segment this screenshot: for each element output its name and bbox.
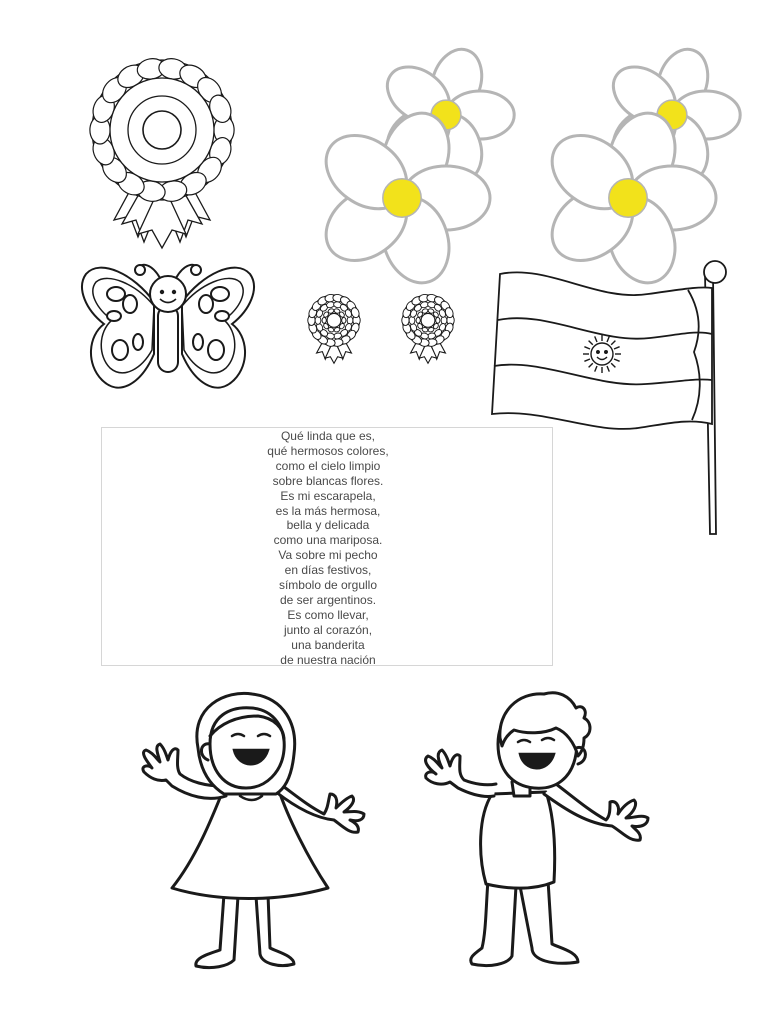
poem-line: Es como llevar, — [287, 607, 369, 622]
girl-icon — [128, 688, 372, 978]
poem-line: símbolo de orgullo — [278, 578, 378, 593]
rosette-icon — [303, 292, 365, 364]
rosette-icon — [397, 292, 459, 364]
butterfly-icon — [78, 254, 258, 404]
poem-text — [102, 428, 554, 668]
rosette-icon — [78, 52, 246, 250]
poem-line: Es mi escarapela, — [280, 488, 376, 503]
butterfly — [78, 254, 258, 404]
boy-figure — [416, 686, 660, 978]
poem-line: junto al corazón, — [283, 622, 373, 637]
poem-line: de ser argentinos. — [279, 592, 377, 607]
daisy-icon — [310, 50, 514, 276]
poem-line: como una mariposa. — [273, 533, 383, 548]
poem-line: qué hermosos colores, — [267, 443, 389, 458]
poem-line: Qué linda que es, — [280, 429, 376, 443]
poem-box — [101, 427, 553, 666]
flowers-left — [310, 50, 514, 276]
poem-line: de nuestra nación — [280, 652, 376, 667]
poem-line: Va sobre mi pecho — [278, 548, 378, 563]
daisy-icon — [536, 50, 740, 276]
poem-line: una banderita — [291, 637, 365, 652]
poem-line: sobre blancas flores. — [272, 473, 384, 488]
poem-line: como el cielo limpio — [275, 458, 381, 473]
poem-line: en días festivos, — [284, 563, 372, 578]
rosette-large — [78, 52, 246, 250]
flowers-right — [536, 50, 740, 276]
rosette-small-1 — [303, 292, 365, 364]
girl-figure — [128, 688, 372, 978]
rosette-small-2 — [397, 292, 459, 364]
poem-line: es la más hermosa, — [275, 503, 381, 518]
boy-icon — [416, 686, 660, 978]
poem-line: bella y delicada — [286, 518, 370, 533]
